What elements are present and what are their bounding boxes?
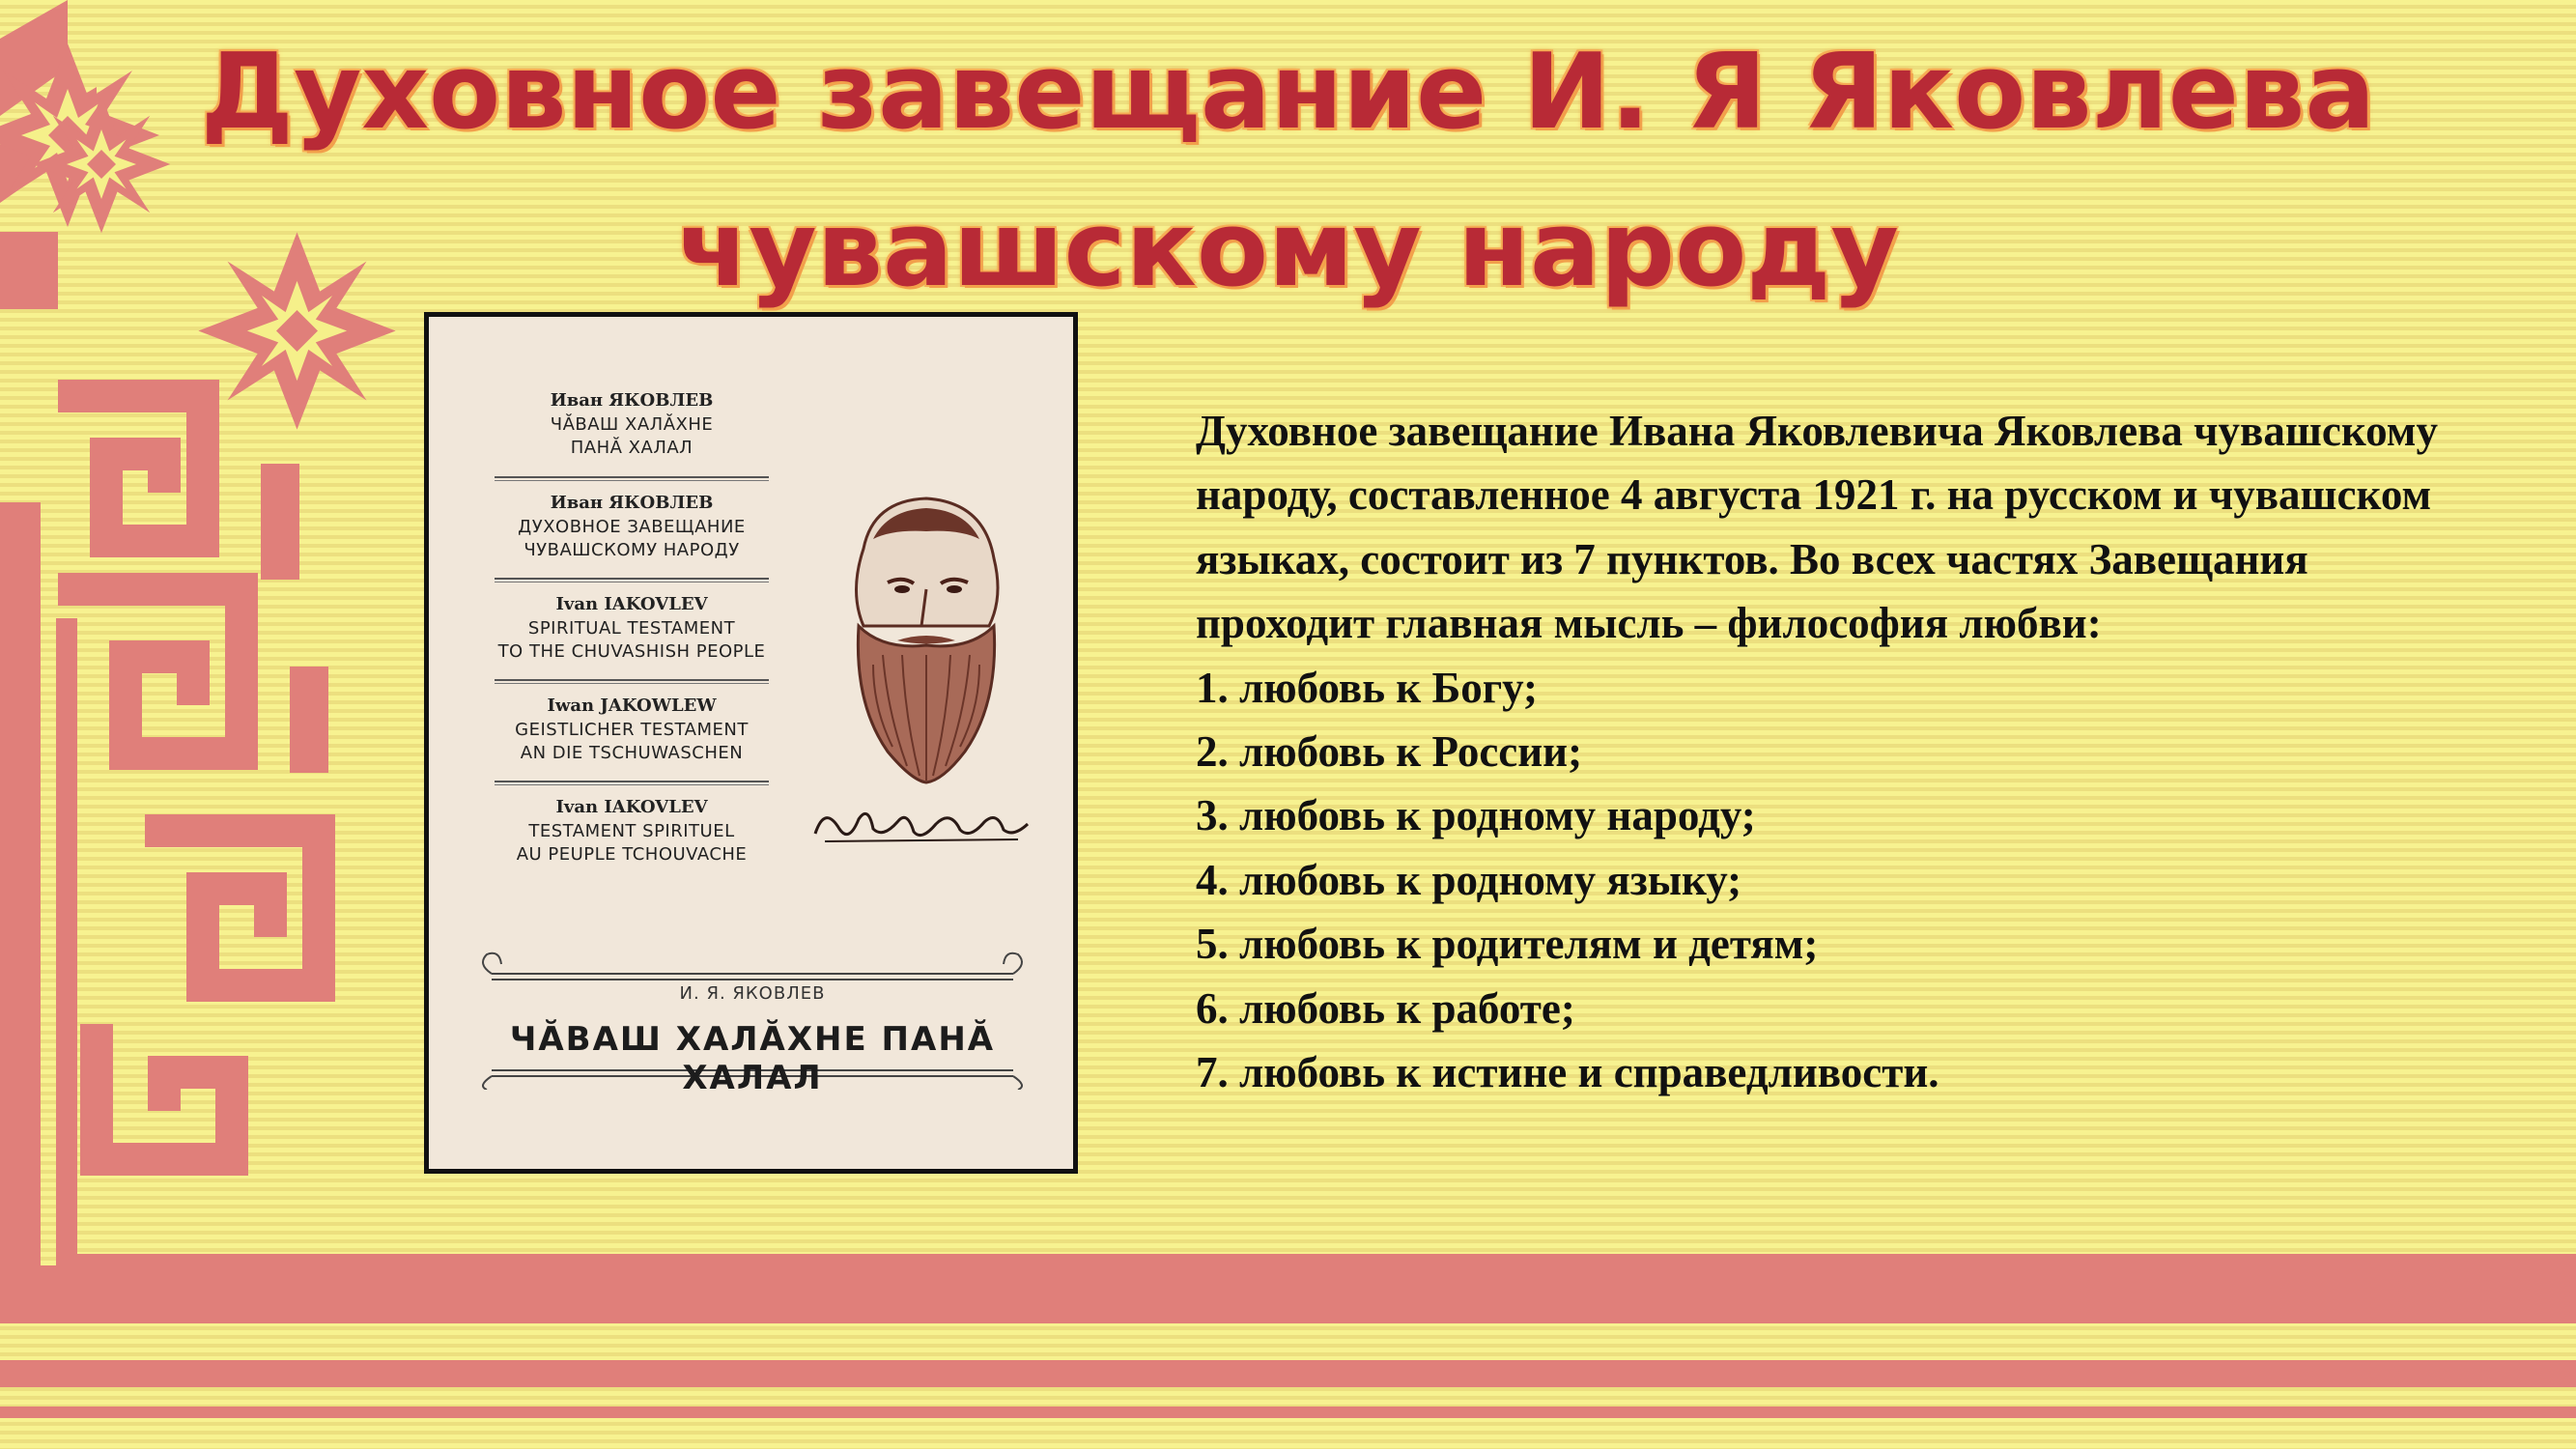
cover-author: Иван ЯКОВЛЕВ xyxy=(550,390,714,411)
list-item: 7. любовь к истине и справедливости. xyxy=(1196,1048,1939,1097)
love-principles-list xyxy=(1196,656,2480,1105)
cover-bottom-title: ЧĂВАШ ХАЛĂХНЕ ПАНĂ ХАЛАЛ xyxy=(509,1020,996,1097)
testament-description xyxy=(1196,399,2480,1104)
slide-title-line-1: Духовное завещание И. Я Яковлева xyxy=(200,32,2376,153)
description-paragraph: Духовное завещание Ивана Яковлевича Яковлева чувашскому народу, составленное 4 августа 1921 г. на русском и чувашском языках, состоит из 7 пунктов. Во всех частях Завещания проходит главная мысль – философия любви: xyxy=(1196,407,2438,648)
cover-bottom-author: И. Я. ЯКОВЛЕВ xyxy=(679,983,826,1004)
list-item: 2. любовь к России; xyxy=(1196,727,1583,777)
cover-line: ДУХОВНОЕ ЗАВЕЩАНИЕ xyxy=(518,517,746,537)
cover-divider xyxy=(495,476,769,478)
list-item: 6. любовь к работе; xyxy=(1196,983,1575,1033)
cover-author: Иван ЯКОВЛЕВ xyxy=(550,493,714,513)
list-item: 4. любовь к родному языку; xyxy=(1196,855,1742,904)
signature xyxy=(806,795,1037,853)
cover-line: TO THE CHUVASHISH PEOPLE xyxy=(497,641,766,662)
cover-block-english xyxy=(487,594,777,664)
cover-block-french xyxy=(487,797,777,867)
cover-line: AU PEUPLE TCHOUVACHE xyxy=(516,844,748,865)
cover-divider xyxy=(495,578,769,580)
cover-line: SPIRITUAL TESTAMENT xyxy=(527,618,736,639)
cover-line: TESTAMENT SPIRITUEL xyxy=(528,821,735,841)
cover-line: ЧУВАШСКОМУ НАРОДУ xyxy=(524,540,740,560)
cover-author: Ivan IAKOVLEV xyxy=(555,797,708,817)
cover-line: GEISTLICHER TESTAMENT xyxy=(515,720,749,740)
cover-divider xyxy=(495,781,769,782)
portrait-illustration xyxy=(806,481,1037,790)
cover-line: AN DIE TSCHUWASCHEN xyxy=(520,743,744,763)
slide-title-line-2: чувашскому народу xyxy=(677,189,1899,310)
cover-author: Ivan IAKOVLEV xyxy=(555,594,708,614)
cover-block-german xyxy=(487,696,777,765)
list-item: 3. любовь к родному народу; xyxy=(1196,791,1756,840)
cover-line: ЧĂВАШ ХАЛĂХНЕ xyxy=(550,414,714,435)
list-item: 5. любовь к родителям и детям; xyxy=(1196,920,1819,969)
cover-block-russian xyxy=(487,493,777,562)
list-item: 1. любовь к Богу; xyxy=(1196,663,1539,712)
book-cover-image xyxy=(424,312,1078,1174)
cover-line: ПАНĂ ХАЛАЛ xyxy=(570,438,694,458)
cover-author: Iwan JAKOWLEW xyxy=(547,696,717,716)
cover-divider xyxy=(495,679,769,681)
cover-block-chuvash xyxy=(487,390,777,460)
